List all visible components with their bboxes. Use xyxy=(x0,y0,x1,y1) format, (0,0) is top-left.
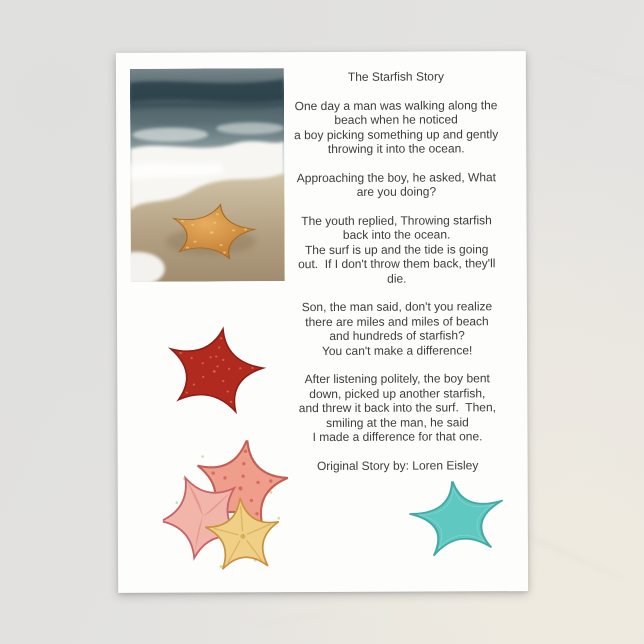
story-paragraph-2: Approaching the boy, he asked, What are you doing? xyxy=(296,169,497,199)
starfish-trio-icon xyxy=(163,440,296,573)
postcard xyxy=(116,51,528,593)
marble-vein xyxy=(543,52,644,91)
red-starfish-image xyxy=(158,323,270,423)
story-text-column xyxy=(266,69,528,473)
starfish-trio-image xyxy=(163,440,296,573)
story-title: The Starfish Story xyxy=(347,69,444,84)
beach-starfish-photo xyxy=(130,68,285,282)
story-paragraph-1: One day a man was walking along the beach when he noticed a boy picking something up and gently throwing it into the ocean. xyxy=(294,97,499,156)
story-paragraph-3: The youth replied, Throwing starfish back into the ocean. The surf is up and the tide is going out. If I don't throw them back, they'll die. xyxy=(298,212,496,286)
story-paragraph-5: After listening politely, the boy bent down, picked up another starfish, and threw it back into the surf. Then, smiling at the man, he said I made a difference for that one. xyxy=(298,371,497,445)
beach-photo-illustration xyxy=(130,68,285,282)
red-starfish-icon xyxy=(158,323,270,423)
story-paragraph-4: Son, the man said, don't you realize there are miles and miles of beach and hundreds of starfish? You can't make a difference! xyxy=(301,299,493,358)
story-credit: Original Story by: Loren Eisley xyxy=(316,457,479,473)
marble-vein xyxy=(250,612,339,627)
teal-starfish-icon xyxy=(406,481,512,567)
teal-starfish-image xyxy=(406,481,512,567)
